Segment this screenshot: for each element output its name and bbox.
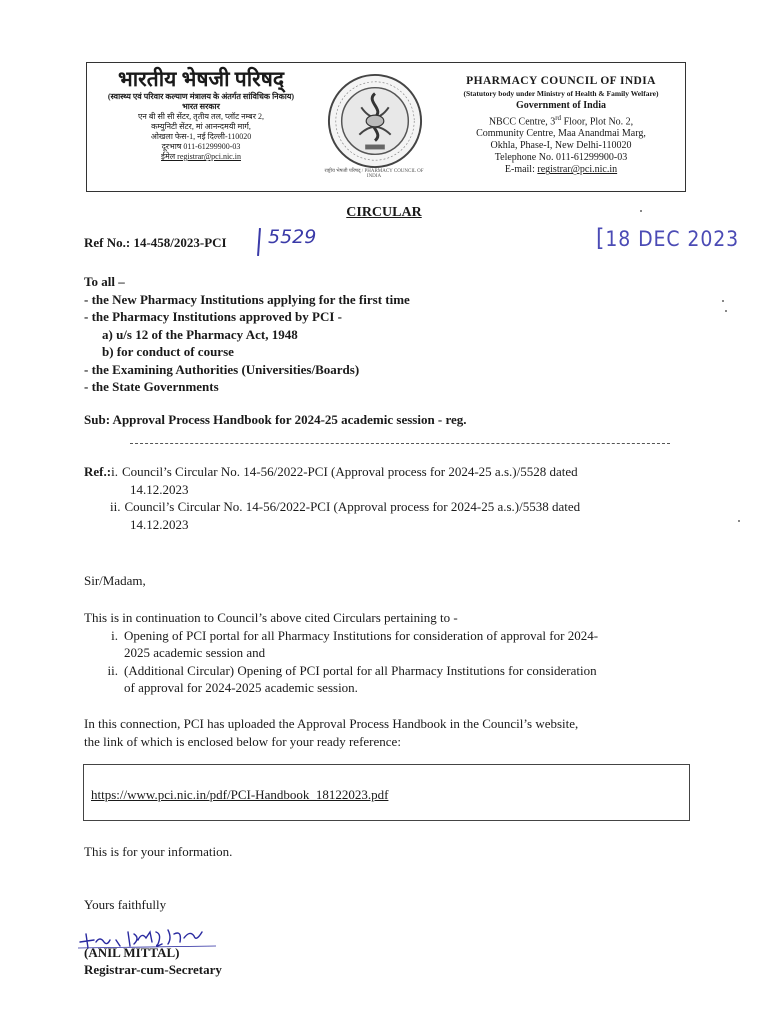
date-stamp-text: 18 DEC 2023: [605, 227, 740, 251]
signer-title: Registrar-cum-Secretary: [84, 962, 222, 977]
letterhead-english: [440, 74, 682, 176]
closing-line: Yours faithfully: [84, 897, 167, 912]
address-line-1-pre: NBCC Centre, 3: [488, 116, 556, 128]
reference-item: [84, 463, 694, 481]
to-heading: To all –: [84, 274, 125, 289]
ref-text: Council’s Circular No. 14-56/2022-PCI (Approval process for 2024-25 a.s.)/5528 dated: [121, 464, 578, 479]
references-block: [84, 463, 694, 533]
scan-speck: [722, 300, 724, 302]
list-text: [124, 662, 597, 697]
list-text-line: Opening of PCI portal for all Pharmacy Institutions for consideration of approval for 2024-: [124, 627, 599, 643]
hindi-phone: दूरभाष 011-61299900-03: [161, 142, 241, 151]
recipient-item: - the New Pharmacy Institutions applying for the first time: [84, 291, 410, 307]
subject-line: Sub: Approval Process Handbook for 2024-25 academic session - reg.: [84, 412, 467, 427]
ref-text: Council’s Circular No. 14-56/2022-PCI (Approval process for 2024-25 a.s.)/5538 dated: [124, 499, 581, 514]
email-line: [440, 164, 682, 176]
list-item: [84, 662, 694, 697]
address-line-2: Community Centre, Maa Anandmai Marg,: [476, 128, 646, 140]
govt-line: Government of India: [516, 100, 606, 111]
connection-paragraph: [84, 715, 694, 750]
scan-speck: [725, 310, 727, 312]
circular-title: CIRCULAR: [346, 205, 422, 220]
reference-number: Ref No.: 14-458/2023-PCI: [84, 235, 227, 250]
continuation-paragraph: [84, 609, 694, 697]
hindi-email: ईमेल registrar@pci.nic.in: [161, 152, 241, 161]
recipient-item: - the State Governments: [84, 379, 219, 394]
ref-text-continuation: 14.12.2023: [130, 481, 189, 497]
address-line-1-post: Floor, Plot No. 2,: [561, 116, 634, 128]
council-seal-icon: [326, 72, 424, 170]
statutory-line: (Statutory body under Ministry of Health & Family Welfare): [463, 89, 659, 98]
handbook-link[interactable]: https://www.pci.nic.in/pdf/PCI-Handbook_18122023.pdf: [91, 787, 389, 802]
address-line-1: [440, 112, 682, 128]
greeting: Sir/Madam,: [84, 573, 146, 588]
date-stamp: [18 DEC 2023: [596, 224, 740, 252]
recipient-subitem: a) u/s 12 of the Pharmacy Act, 1948: [102, 326, 298, 342]
telephone: Telephone No. 011-61299900-03: [494, 152, 628, 164]
reference-item: [84, 498, 694, 516]
letterhead-hindi: [96, 66, 306, 162]
list-item: [84, 627, 694, 662]
recipients-block: [84, 273, 410, 396]
dashed-divider: [130, 443, 670, 444]
list-text-line: of approval for 2024-2025 academic session.: [124, 680, 358, 695]
list-text-line: (Additional Circular) Opening of PCI portal for all Pharmacy Institutions for consideration: [124, 662, 597, 678]
list-number: i.: [111, 627, 118, 643]
scan-speck: [738, 520, 740, 522]
recipient-item: - the Examining Authorities (Universities/Boards): [84, 361, 360, 377]
handwritten-ref-number: 5529: [268, 226, 317, 248]
email-label: E-mail:: [504, 164, 538, 176]
recipient-item: - the Pharmacy Institutions approved by PCI -: [84, 309, 342, 324]
council-name: PHARMACY COUNCIL OF INDIA: [466, 75, 656, 87]
seal-caption: राष्ट्रीय भेषजी परिषद् / PHARMACY COUNCIL OF INDIA: [324, 169, 424, 179]
hindi-address-line-2: कम्युनिटी सेंटर, मां आनन्दमयी मार्ग,: [151, 122, 251, 131]
paragraph-line: In this connection, PCI has uploaded the Approval Process Handbook in the Council’s website,: [84, 716, 579, 731]
info-line: This is for your information.: [84, 844, 233, 859]
signer-name: (ANIL MITTAL): [84, 945, 180, 960]
signer-block: [84, 944, 222, 978]
scan-speck: [640, 210, 642, 212]
ref-number: ii.: [110, 499, 121, 514]
hindi-council-name: भारतीय भेषजी परिषद्: [117, 67, 285, 91]
hindi-address-line-3: ओखला फेस-1, नई दिल्ली-110020: [150, 132, 252, 141]
ref-text-continuation: 14.12.2023: [130, 516, 189, 532]
list-number: ii.: [107, 662, 118, 678]
paragraph-intro: This is in continuation to Council’s above cited Circulars pertaining to -: [84, 610, 458, 625]
email-link[interactable]: registrar@pci.nic.in: [537, 164, 618, 176]
list-text: [124, 627, 598, 662]
address-line-3: Okhla, Phase-I, New Delhi-110020: [490, 140, 632, 152]
handwritten-bar: [257, 228, 261, 256]
paragraph-line: the link of which is enclosed below for your ready reference:: [84, 733, 401, 749]
address-line-1-sup: rd: [555, 114, 562, 122]
refs-label: Ref.:: [84, 464, 112, 479]
recipient-subitem: b) for conduct of course: [102, 344, 234, 359]
hindi-statutory-line: (स्वास्थ्य एवं परिवार कल्याण मंत्रालय के अंतर्गत सांविधिक निकाय): [107, 92, 295, 101]
hindi-address-line-1: एन बी सी सी सेंटर, तृतीय तल, प्लॉट नम्बर 2,: [137, 112, 264, 121]
hindi-govt-line: भारत सरकार: [182, 102, 220, 111]
ref-number: i.: [111, 464, 118, 479]
list-text-line: 2025 academic session and: [124, 645, 266, 660]
